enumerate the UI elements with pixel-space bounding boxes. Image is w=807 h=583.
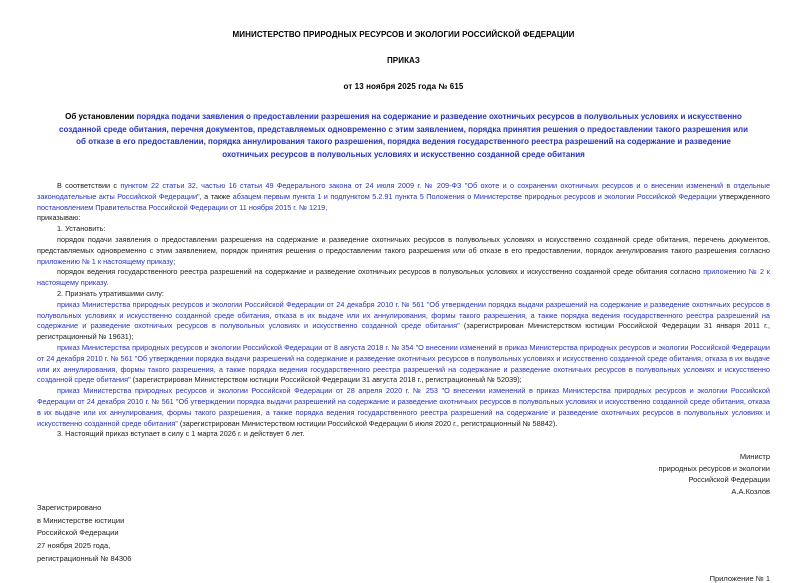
appendix-label: Приложение № 1 [709, 574, 770, 583]
text-segment: порядок подачи заявления о предоставлении разрешения на содержание и разведение охотничьих ресурсов в полувольных условиях и искусственно созданной среде обитания, перечень документов, представляемых одновременно с этим заявлением, порядок принятия решения о предоставлении такого разрешения или об отказе в его предоставлении, порядок аннулирования такого разрешения согласно [37, 234, 770, 255]
body-paragraph [37, 181, 770, 213]
body-paragraph [37, 224, 770, 235]
body-paragraph [37, 386, 770, 429]
signature-line: природных ресурсов и экологии [658, 463, 770, 473]
registration-line: Зарегистрировано [37, 503, 102, 513]
reference-link[interactable]: абзацем первым пункта 1 и подпунктом 5.2.91 пункта 5 Положения о Министерстве природных ресурсов и экологии Российской Федерации [232, 191, 717, 201]
text-segment: Об установлении [65, 112, 137, 121]
registration-date: 27 ноября 2025 года, [37, 540, 111, 550]
document-body [37, 181, 770, 440]
reference-link[interactable]: приложению № 2 к настоящему приказу. [37, 267, 770, 288]
document-date-number: от 13 ноября 2025 года № 615 [343, 82, 464, 91]
body-paragraph [37, 429, 770, 440]
reference-link[interactable]: приказ Министерства природных ресурсов и экологии Российской Федерации от 8 августа 2018 г. № 354 "О внесении изменений в приказ Министерства природных ресурсов и экологии Российской Федерации от 24 декабря 2010 г. № 561 "Об утверждении порядка выдачи разрешений на содержание и разведение охотничьих ресурсов в полувольных условиях и искусственно созданной среде обитания, отказа в их выдаче или их аннулирования, формы такого разрешения, а также порядка ведения государственного реестра разрешений на содержание и разведение охотничьих ресурсов в полувольных условиях и искусственно созданной среде обитания" [37, 342, 770, 385]
reference-link[interactable]: постановлением Правительства Российской Федерации от 11 ноября 2015 г. № 1219, [37, 202, 328, 212]
signature-block [37, 451, 770, 497]
ministry-name: МИНИСТЕРСТВО ПРИРОДНЫХ РЕСУРСОВ И ЭКОЛОГИИ РОССИЙСКОЙ ФЕДЕРАЦИИ [232, 30, 575, 39]
text-segment: (зарегистрирован Министерством юстиции Российской Федерации 31 января 2011 г., регистрационный № 19631); [37, 321, 770, 342]
registration-number: регистрационный № 84306 [37, 553, 132, 563]
body-paragraph [37, 267, 770, 289]
text-segment: (зарегистрирован Министерством юстиции Российской Федерации 6 июля 2020 г., регистрационный № 58842). [177, 418, 558, 428]
text-segment: 3. Настоящий приказ вступает в силу с 1 марта 2026 г. и действует 6 лет. [57, 429, 305, 439]
body-paragraph [37, 300, 770, 343]
signature-line: Российской Федерации [688, 475, 770, 485]
document-type: ПРИКАЗ [386, 56, 421, 65]
registration-line: Российской Федерации [37, 528, 119, 538]
reference-link[interactable]: порядка подачи заявления о предоставлении разрешения на содержание и разведение охотничьих ресурсов в полувольных условиях и искусственно созданной среде обитания, перечня документов, представляемых одновременно с этим заявлением, порядка принятия решения о предоставлении такого разрешения или об отказе в его предоставлении, порядка аннулирования такого разрешения, порядка ведения государственного реестра разрешений на содержание и разведение охотничьих ресурсов в полувольных условиях и искусственно созданной среде обитания [59, 112, 748, 159]
signature-line: Министр [739, 452, 770, 462]
document-subject [57, 111, 750, 161]
document-header [37, 30, 770, 91]
text-segment: утвержденного [716, 191, 770, 201]
text-segment: приказываю: [37, 213, 81, 223]
body-paragraph [37, 289, 770, 300]
text-segment: , а также [199, 191, 233, 201]
reference-link[interactable]: приложению № 1 к настоящему приказу; [37, 256, 176, 266]
reference-link[interactable]: приказ Министерства природных ресурсов и экологии Российской Федерации от 28 апреля 2020 г. № 253 "О внесении изменений в приказ Министерства природных ресурсов и экологии Российской Федерации от 24 декабря 2010 г. № 561 "Об утверждении порядка выдачи разрешений на содержание и разведение охотничьих ресурсов в полувольных условиях и искусственно созданной среде обитания, отказа в их выдаче или их аннулирования, формы такого разрешения, а также порядка ведения государственного реестра разрешений на содержание и разведение охотничьих ресурсов в полувольных условиях и искусственно созданной среде обитания" [37, 386, 770, 428]
registration-block [37, 502, 770, 565]
text-segment: (зарегистрирован Министерством юстиции Российской Федерации 31 августа 2018 г., регистрационный № 52039); [130, 375, 522, 385]
body-paragraph [37, 213, 770, 224]
reference-link[interactable]: приказ Министерства природных ресурсов и экологии Российской Федерации от 24 декабря 2010 г. № 561 "Об утверждении порядка выдачи разрешений на содержание и разведение охотничьих ресурсов в полувольных условиях и искусственно созданной среде обитания, отказа в их выдаче или их аннулирования, формы такого разрешения, а также порядка ведения государственного реестра разрешений на содержание и разведение охотничьих ресурсов в полувольных условиях и искусственно созданной среде обитания" [37, 299, 770, 331]
body-paragraph [37, 235, 770, 267]
text-segment: порядок ведения государственного реестра разрешений на содержание и разведение охотничьих ресурсов в полувольных условиях и искусственно созданной среде обитания согласно [57, 267, 704, 277]
text-segment: 2. Признать утратившими силу: [57, 288, 164, 298]
text-segment: В соответствии с [57, 181, 121, 190]
registration-line: в Министерстве юстиции [37, 515, 125, 525]
signatory-name: А.А.Козлов [731, 486, 770, 496]
reference-link[interactable]: пунктом 22 статьи 32, частью 16 статьи 49 Федерального закона от 24 июля 2009 г. № 209-ФЗ "Об охоте и о сохранении охотничьих ресурсов и о внесении изменений в отдельные законодательные акты Российской Федерации" [37, 181, 771, 201]
text-segment: 1. Установить: [57, 224, 106, 234]
body-paragraph [37, 343, 770, 386]
